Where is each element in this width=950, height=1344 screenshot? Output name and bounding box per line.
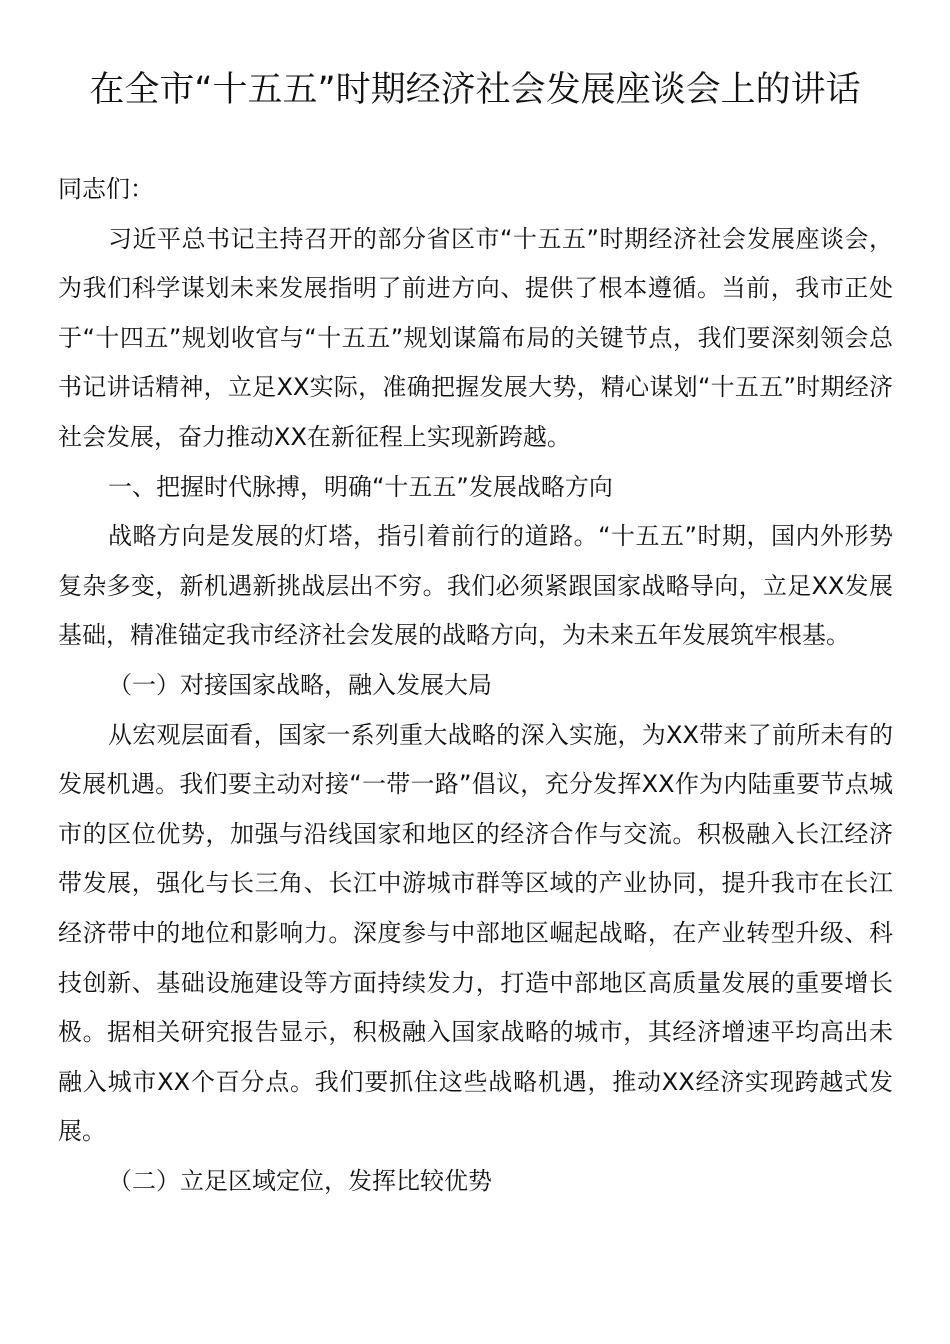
intro-paragraph: 习近平总书记主持召开的部分省区市“十五五”时期经济社会发展座谈会，为我们科学谋划未来发展指明了前进方向、提供了根本遵循。当前，我市正处于“十四五”规划收官与“十五五”规划谋篇布局的关键节点，我们要深刻领会总书记讲话精神，立足XX实际，准确把握发展大势，精心谋划“十五五”时期经济社会发展，奋力推动XX在新征程上实现新跨越。 [58,224,893,451]
section-1-paragraph: 战略方向是发展的灯塔，指引着前行的道路。“十五五”时期，国内外形势复杂多变，新机遇新挑战层出不穷。我们必须紧跟国家战略导向，立足XX发展基础，精准锚定我市经济社会发展的战略方向，为未来五年发展筑牢根基。 [58,522,893,650]
salutation: 同志们： [58,175,154,203]
document-title: 在全市“十五五”时期经济社会发展座谈会上的讲话 [89,70,861,110]
subsection-1-paragraph: 从宏观层面看，国家一系列重大战略的深入实施，为XX带来了前所未有的发展机遇。我们要主动对接“一带一路”倡议，充分发挥XX作为内陆重要节点城市的区位优势，加强与沿线国家和地区的经济合作与交流。积极融入长江经济带发展，强化与长三角、长江中游城市群等区域的产业协同，提升我市在长江经济带中的地位和影响力。深度参与中部地区崛起战略，在产业转型升级、科技创新、基础设施建设等方面持续发力，打造中部地区高质量发展的重要增长极。据相关研究报告显示，积极融入国家战略的城市，其经济增速平均高出未融入城市XX个百分点。我们要抓住这些战略机遇，推动XX经济实现跨越式发展。 [58,720,893,1146]
section-heading-1: 一、把握时代脉搏，明确“十五五”发展战略方向 [108,472,613,501]
subsection-heading-2: （二）立足区域定位，发挥比较优势 [108,1166,492,1195]
subsection-heading-1: （一）对接国家战略，融入发展大局 [108,670,492,699]
document-body [58,165,893,1206]
